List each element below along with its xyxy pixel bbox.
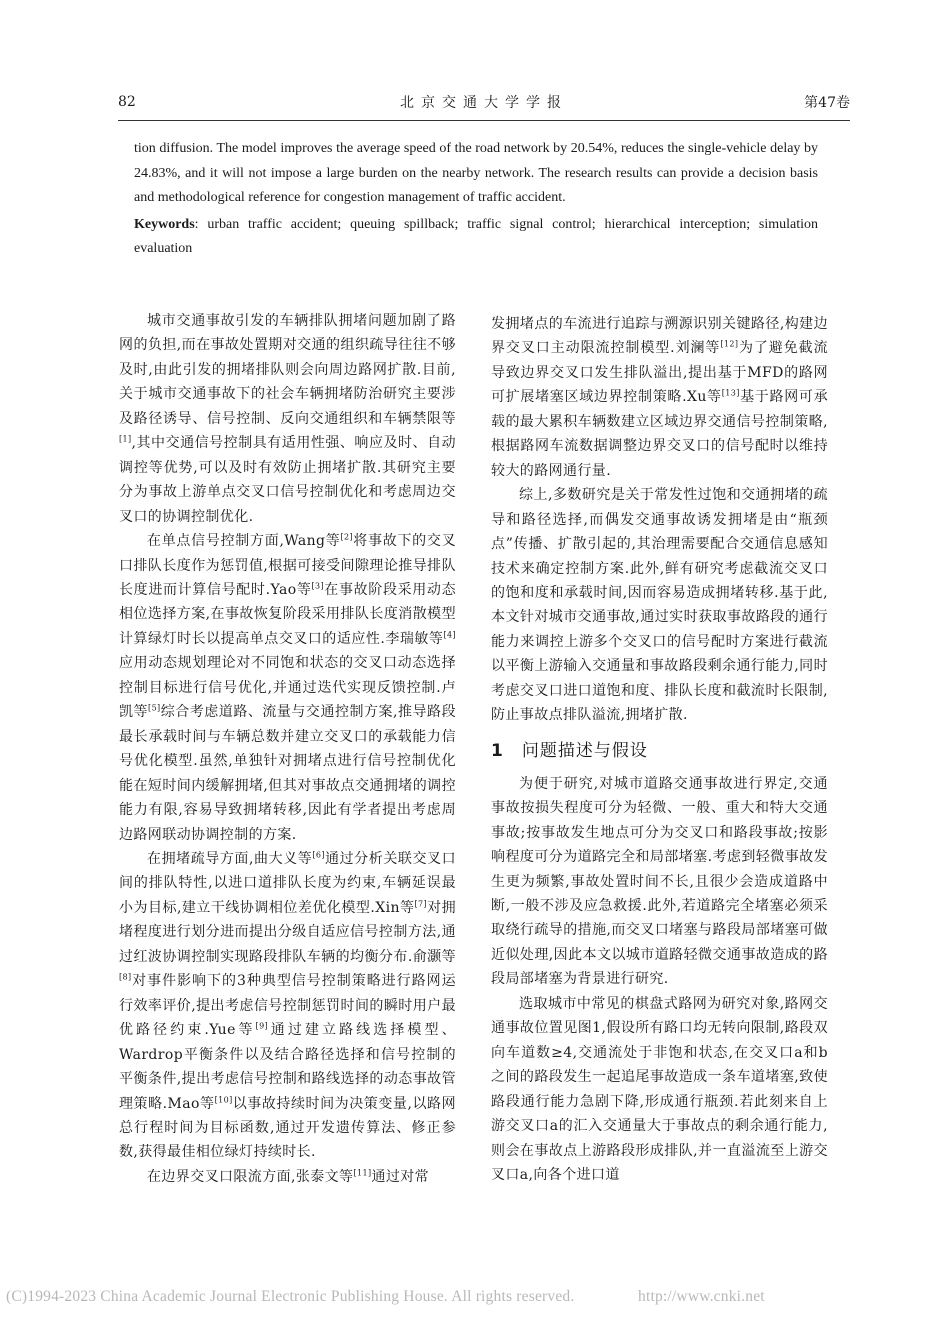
citation-ref[interactable]: [11]	[353, 1168, 372, 1178]
text-run: 为便于研究,对城市道路交通事故进行界定,交通事故按损失程度可分为轻微、一般、重大和特大交通事故;按事故发生地点可分为交叉口和路段事故;按影响程度可分为道路完全和局部堵塞.考虑到轻微事故发生更为频繁,事故处置时间不长,且很少会造成道路中断,一般不涉及应急救援.此外,若道路完全堵塞必须采取绕行疏导的措施,而交叉口堵塞与路段局部堵塞可做近似处理,因此本文以城市道路轻微交通事故造成的路段局部堵塞为背景进行研究.	[491, 775, 828, 988]
citation-ref[interactable]: [6]	[312, 850, 325, 860]
text-run: 在事故阶段采用动态相位选择方案,在事故恢复阶段采用排队长度消散模型计算绿灯时长以提高单点交叉口的适应性.李瑞敏等	[119, 581, 456, 647]
text-run: 将事故下的交叉口排队长度作为惩罚值,根据可接受间隙理论推导排队长度进而计算信号配时.Yao等	[119, 533, 456, 598]
paragraph-continued	[491, 312, 828, 483]
text-run: ,其中交通信号控制具有适用性强、响应及时、自动调控等优势,可以及时有效防止拥堵扩散.其研究主要分为事故上游单点交叉口信号控制优化和考虑周边交叉口的协调控制优化.	[119, 435, 456, 525]
text-run: 在拥堵疏导方面,曲大义等	[147, 850, 313, 867]
abstract-text: tion diffusion. The model improves the average speed of the road network by 20.54%, reduces the single-vehicle delay by 24.83%, and it will not impose a large burden on the nearby network. The research results can provide a decision basis and methodological reference for congestion management of traffic accident.	[134, 141, 818, 205]
volume-label: 第47卷	[804, 95, 850, 111]
keywords-list: : urban traffic accident; queuing spillback; traffic signal control; hierarchical interception; simulation evaluation	[134, 216, 818, 256]
paragraph	[119, 309, 456, 529]
citation-ref[interactable]: [12]	[720, 339, 739, 349]
section-heading	[491, 738, 828, 764]
journal-title: 北京交通大学学报	[400, 95, 568, 111]
copyright-footer	[6, 1288, 946, 1306]
citation-ref[interactable]: [10]	[214, 1094, 233, 1104]
citation-ref[interactable]: [8]	[119, 972, 132, 982]
right-column	[491, 312, 828, 1187]
text-run: 发拥堵点的车流进行追踪与溯源识别关键路径,构建边界交叉口主动限流控制模型.刘澜等	[491, 316, 828, 357]
page-number: 82	[118, 94, 136, 110]
left-column	[119, 309, 456, 1189]
citation-ref[interactable]: [9]	[255, 1021, 269, 1031]
text-run: 应用动态规划理论对不同饱和状态的交叉口动态选择控制目标进行信号优化,并通过迭代实现反馈控制.卢凯等	[119, 655, 456, 721]
text-run: 基于路网可承载的最大累积车辆数建立区域边界交通信号控制策略,根据路网车流数据调整边界交叉口的信号配时以维持较大的路网通行量.	[491, 389, 829, 479]
text-run: 综合考虑道路、流量与交通控制方案,推导路段最长承载时间与车辆总数并建立交叉口的承载能力信号优化模型.虽然,单独针对拥堵点进行信号控制优化能在短时间内缓解拥堵,但其对事故点交通拥堵的调控能力有限,容易导致拥堵转移,因此有学者提出考虑周边路网联动协调控制的方案.	[119, 704, 456, 843]
section-title: 问题描述与假设	[521, 740, 648, 761]
paragraph	[119, 1165, 456, 1189]
paragraph	[491, 992, 828, 1188]
keywords-label: Keywords	[134, 216, 195, 232]
citation-ref[interactable]: [3]	[311, 581, 325, 591]
text-run: 在单点信号控制方面,Wang等	[147, 533, 341, 550]
english-abstract	[134, 137, 818, 262]
text-run: 选取城市中常见的棋盘式路网为研究对象,路网交通事故位置见图1,假设所有路口均无转向限制,路段双向车道数≥4,交通流处于非饱和状态,在交叉口a和b之间的路段发生一起追尾事故造成一条车道堵塞,致使路段通行能力急剧下降,形成通行瓶颈.若此刻来自上游交叉口a的汇入交通量大于事故点的剩余通行能力,则会在事故点上游路段形成排队,并一直溢流至上游交叉口a,向各个进口道	[491, 995, 828, 1183]
citation-ref[interactable]: [7]	[414, 899, 427, 909]
section-number: 1	[491, 740, 504, 761]
text-run: 以事故持续时间为决策变量,以路网总行程时间为目标函数,通过开发遗传算法、修正参数,获得最佳相位绿灯持续时长.	[119, 1095, 456, 1161]
citation-ref[interactable]: [1]	[119, 434, 132, 444]
citation-ref[interactable]: [5]	[148, 703, 161, 713]
citation-ref[interactable]: [2]	[340, 532, 353, 542]
footer-url[interactable]: http://www.cnki.net	[638, 1288, 765, 1305]
text-run: 城市交通事故引发的车辆排队拥堵问题加剧了路网的负担,而在事故处置期对交通的组织疏导往往不够及时,由此引发的拥堵排队则会向周边路网扩散.目前,关于城市交通事故下的社会车辆拥堵防治研究主要涉及路径诱导、信号控制、反向交通组织和车辆禁限等	[119, 313, 456, 427]
text-run: 通过对常	[371, 1168, 430, 1185]
copyright-text: (C)1994-2023 China Academic Journal Electronic Publishing House. All rights reserved.	[6, 1288, 575, 1305]
citation-ref[interactable]: [13]	[721, 388, 740, 398]
text-run: 为了避免截流导致边界交叉口发生排队溢出,提出基于MFD的路网可扩展堵塞区域边界控制策略.Xu等	[491, 340, 828, 406]
paragraph	[491, 772, 828, 992]
paragraph	[119, 847, 456, 1165]
text-run: 对拥堵程度进行划分进而提出分级自适应信号控制方法,通过红波协调控制实现路段排队车辆的均衡分布.俞灏等	[119, 899, 456, 965]
text-run: 通过分析关联交叉口间的排队特性,以进口道排队长度为约束,车辆延误最小为目标,建立干线协调相位差优化模型.Xin等	[119, 850, 456, 916]
citation-ref[interactable]: [4]	[443, 630, 456, 640]
paragraph	[119, 529, 456, 847]
text-run: 对事件影响下的3种典型信号控制策略进行路网运行效率评价,提出考虑信号控制惩罚时间的瞬时用户最优路径约束.Yue等	[119, 973, 456, 1039]
keywords-line	[134, 213, 818, 262]
text-run: 在边界交叉口限流方面,张泰文等	[147, 1168, 354, 1185]
text-run: 综上,多数研究是关于常发性过饱和交通拥堵的疏导和路径选择,而偶发交通事故诱发拥堵是由“瓶颈点”传播、扩散引起的,其治理需要配合交通信息感知技术来确定控制方案.此外,鲜有研究考虑截流交叉口的饱和度和承载时间,因而容易造成拥堵转移.基于此,本文针对城市交通事故,通过实时获取事故路段的通行能力来调控上游多个交叉口的信号配时方案进行截流以平衡上游输入交通量和事故路段剩余通行能力,同时考虑交叉口进口道饱和度、排队长度和截流时长限制,防止事故点排队溢流,拥堵扩散.	[491, 487, 828, 724]
paragraph	[491, 483, 828, 728]
running-header	[118, 90, 850, 121]
text-run: 通过建立路线选择模型、Wardrop平衡条件以及结合路径选择和信号控制的平衡条件,提出考虑信号控制和路线选择的动态事故管理策略.Mao等	[119, 1022, 456, 1112]
